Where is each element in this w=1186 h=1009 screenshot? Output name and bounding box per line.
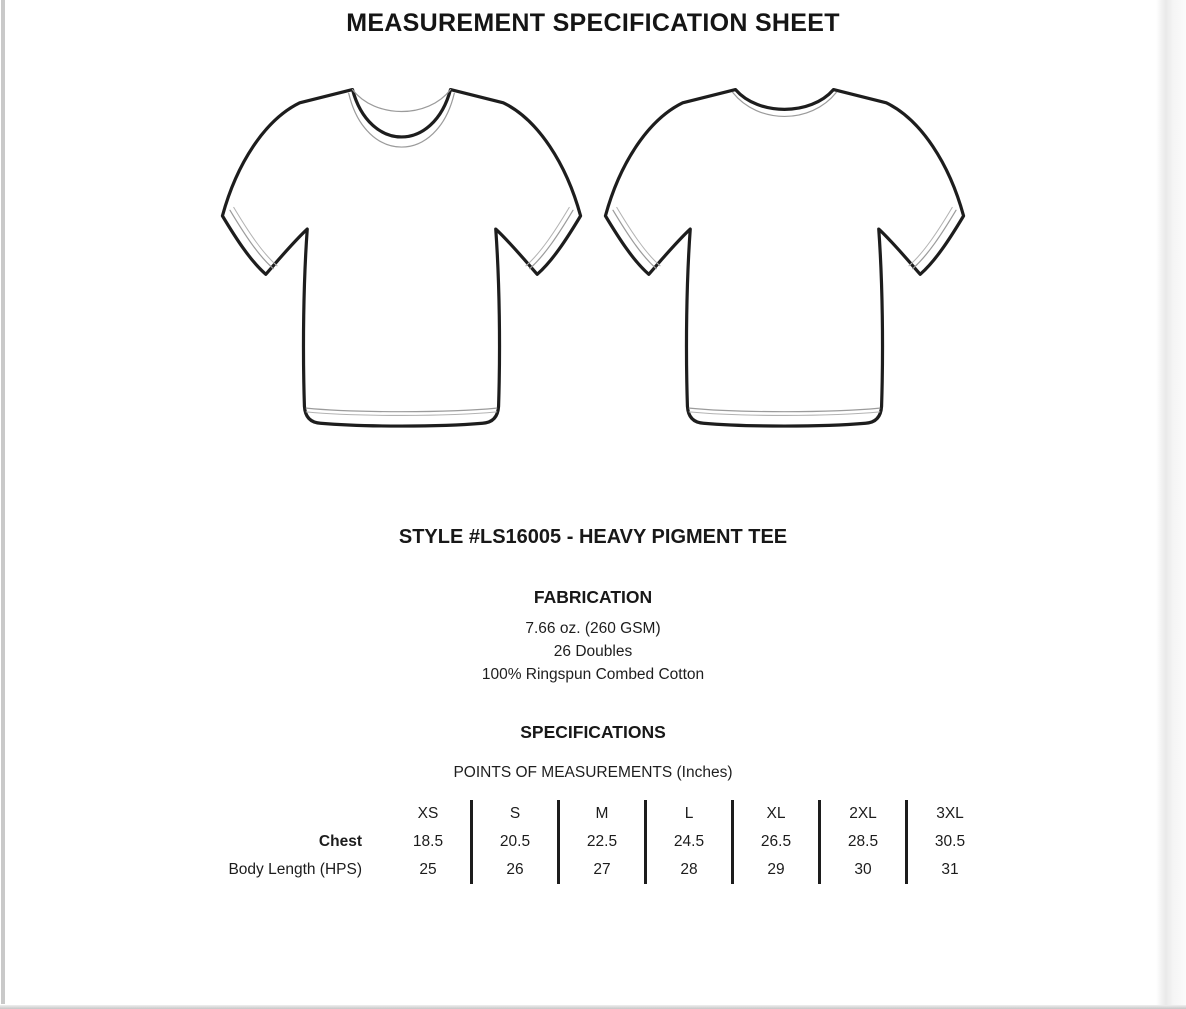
fabrication-material: 100% Ringspun Combed Cotton [481,666,705,683]
scan-edge-left [1,0,5,1004]
size-column-header-s: S [472,800,559,828]
scan-edge-right [1156,0,1186,1009]
tshirt-front-outline [222,90,580,426]
points-of-measurements-label: POINTS OF MEASUREMENTS (Inches) [453,764,733,781]
tshirt-back-drawing [596,74,973,452]
size-header-row [194,800,992,828]
fabrication-details [0,617,1186,686]
scan-edge-bottom [0,1005,1186,1009]
chest-row [194,828,992,856]
size-column-header-xl: XL [733,800,820,828]
page-title: MEASUREMENT SPECIFICATION SHEET [346,9,840,37]
fabrication-weight: 7.66 oz. (260 GSM) [525,620,661,637]
chest-value-xl: 26.5 [733,828,820,856]
chest-value-3xl: 30.5 [907,828,993,856]
row-label-body-length: Body Length (HPS) [228,861,362,878]
size-column-header-2xl: 2XL [820,800,907,828]
body-length-value-3xl: 31 [907,856,993,884]
body-length-value-l: 28 [646,856,733,884]
measurement-table [194,800,992,884]
table-corner-cell [194,800,386,828]
specifications-heading: SPECIFICATIONS [520,722,666,742]
chest-value-2xl: 28.5 [820,828,907,856]
body-length-row [194,856,992,884]
body-length-value-xl: 29 [733,856,820,884]
chest-value-l: 24.5 [646,828,733,856]
body-length-value-s: 26 [472,856,559,884]
chest-value-s: 20.5 [472,828,559,856]
size-column-header-3xl: 3XL [907,800,993,828]
body-length-value-m: 27 [559,856,646,884]
style-title: STYLE #LS16005 - HEAVY PIGMENT TEE [398,526,788,548]
fabrication-doubles: 26 Doubles [553,643,633,660]
body-length-value-2xl: 30 [820,856,907,884]
chest-value-m: 22.5 [559,828,646,856]
tshirt-back-outline [605,90,963,426]
size-column-header-xs: XS [417,805,439,822]
size-column-header-l: L [646,800,733,828]
body-length-value-xs: 25 [419,861,437,878]
tshirt-front-back-neck-rim [352,90,450,112]
tshirt-drawings [0,74,1186,452]
fabrication-heading: FABRICATION [533,587,653,607]
chest-value-xs: 18.5 [412,833,444,850]
row-label-chest: Chest [318,833,362,850]
tshirt-front-drawing [213,74,590,452]
size-column-header-m: M [559,800,646,828]
